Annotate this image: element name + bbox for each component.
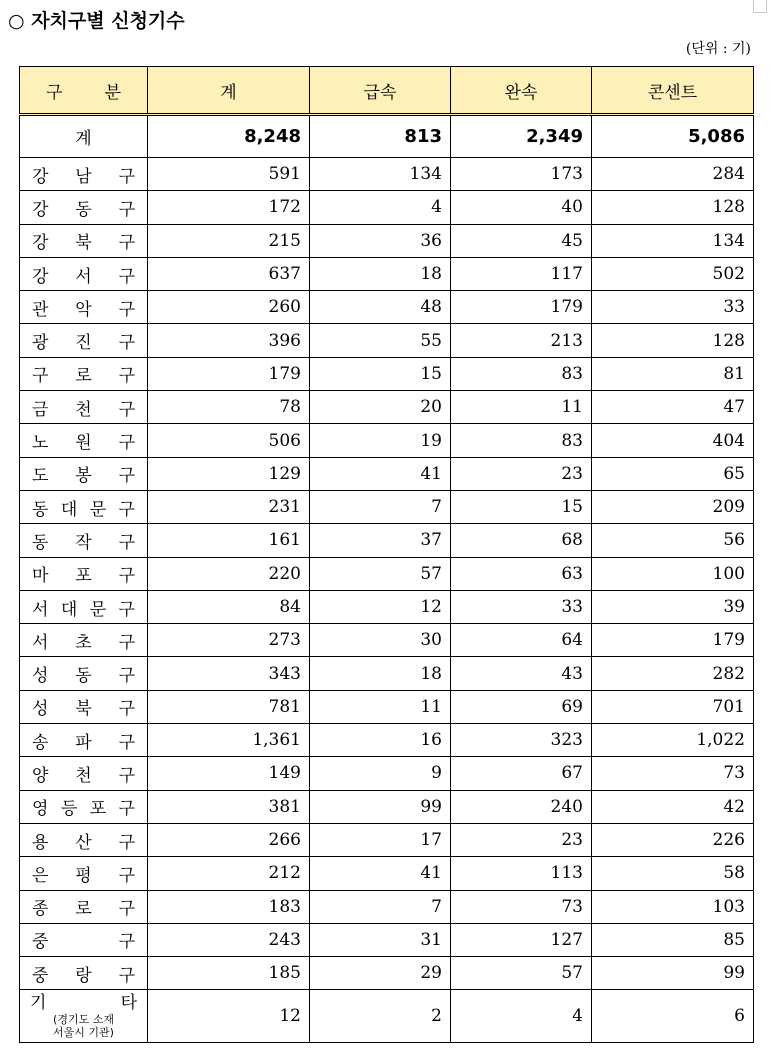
district-char: 구	[118, 599, 135, 620]
cell-value: 12	[148, 990, 310, 1043]
cell-value: 31	[310, 923, 451, 956]
district-label	[20, 923, 148, 956]
cell-value: 637	[148, 257, 310, 290]
cell-value: 48	[310, 291, 451, 324]
district-char: 구	[118, 433, 135, 454]
table-row	[20, 557, 754, 590]
district-char: 마	[32, 566, 49, 587]
district-char: 구	[118, 832, 135, 853]
district-char: 관	[32, 299, 49, 320]
district-char: 서	[75, 266, 92, 287]
header-fast: 급속	[310, 67, 451, 115]
district-char: 동	[32, 499, 49, 520]
district-char: 구	[118, 466, 135, 487]
table-row-other	[20, 990, 754, 1043]
district-label	[20, 690, 148, 723]
cell-value: 23	[451, 823, 592, 856]
header-outlet: 콘센트	[592, 67, 754, 115]
district-char: 구	[118, 865, 135, 886]
cell-value: 323	[451, 724, 592, 757]
district-label	[20, 790, 148, 823]
cell-value: 103	[592, 890, 754, 923]
cell-value: 12	[310, 590, 451, 623]
table-row	[20, 524, 754, 557]
cell-value: 43	[451, 657, 592, 690]
cell-value: 57	[451, 957, 592, 990]
other-note-line1: (경기도 소재	[53, 1012, 114, 1026]
cell-value: 506	[148, 424, 310, 457]
district-char: 구	[118, 333, 135, 354]
cell-value: 15	[310, 357, 451, 390]
district-label	[20, 890, 148, 923]
cell-value: 260	[148, 291, 310, 324]
total-value: 8,248	[148, 115, 310, 158]
district-label	[20, 724, 148, 757]
cell-value: 81	[592, 357, 754, 390]
cell-value: 41	[310, 857, 451, 890]
district-label	[20, 291, 148, 324]
district-char: 동	[75, 199, 92, 220]
district-label	[20, 457, 148, 490]
total-value: 2,349	[451, 115, 592, 158]
cell-value: 215	[148, 224, 310, 257]
district-char: 대	[60, 499, 78, 520]
district-char: 강	[32, 199, 49, 220]
table-row	[20, 757, 754, 790]
table-row	[20, 324, 754, 357]
table-row	[20, 357, 754, 390]
district-label	[20, 391, 148, 424]
district-char: 중	[32, 932, 49, 953]
district-table	[19, 66, 754, 1043]
district-char: 파	[75, 732, 92, 753]
cell-value: 64	[451, 624, 592, 657]
district-char: 강	[32, 233, 49, 254]
cell-value: 128	[592, 191, 754, 224]
cell-value: 1,361	[148, 724, 310, 757]
cell-value: 134	[310, 158, 451, 191]
cell-value: 63	[451, 557, 592, 590]
district-char: 평	[75, 865, 92, 886]
district-label	[20, 257, 148, 290]
cell-value: 33	[592, 291, 754, 324]
district-char: 초	[75, 632, 92, 653]
table-row	[20, 690, 754, 723]
district-char: 도	[32, 466, 49, 487]
header-slow: 완속	[451, 67, 592, 115]
district-char: 구	[118, 899, 135, 920]
cell-value: 78	[148, 391, 310, 424]
district-char: 로	[75, 366, 92, 387]
cell-value: 212	[148, 857, 310, 890]
cell-value: 226	[592, 823, 754, 856]
cell-value: 213	[451, 324, 592, 357]
district-char: 악	[75, 299, 92, 320]
district-char: 포	[89, 799, 107, 820]
cell-value: 11	[310, 690, 451, 723]
cell-value: 183	[148, 890, 310, 923]
district-label	[20, 224, 148, 257]
header-category-char: 분	[104, 82, 121, 103]
district-char: 등	[60, 799, 78, 820]
table-row	[20, 923, 754, 956]
cell-value: 4	[451, 990, 592, 1043]
district-label	[20, 823, 148, 856]
district-char: 구	[118, 399, 135, 420]
cell-value: 20	[310, 391, 451, 424]
cell-value: 284	[592, 158, 754, 191]
cell-value: 55	[310, 324, 451, 357]
district-char: 로	[75, 899, 92, 920]
district-char: 천	[75, 765, 92, 786]
cell-value: 39	[592, 590, 754, 623]
table-row	[20, 857, 754, 890]
district-char: 양	[32, 765, 49, 786]
district-char: 진	[75, 333, 92, 354]
district-char: 구	[118, 233, 135, 254]
cell-value: 117	[451, 257, 592, 290]
district-char: 서	[32, 599, 49, 620]
district-label	[20, 990, 148, 1043]
district-char: 구	[118, 532, 135, 553]
cell-value: 209	[592, 490, 754, 523]
district-char: 광	[32, 333, 49, 354]
cell-value: 240	[451, 790, 592, 823]
other-note-line2: 서울시 기관)	[53, 1025, 114, 1039]
cell-value: 220	[148, 557, 310, 590]
cell-value: 701	[592, 690, 754, 723]
table-row	[20, 424, 754, 457]
district-label	[20, 490, 148, 523]
district-label	[20, 757, 148, 790]
header-total: 계	[148, 67, 310, 115]
table-row	[20, 790, 754, 823]
cell-value: 47	[592, 391, 754, 424]
district-char: 서	[32, 632, 49, 653]
cell-value: 99	[592, 957, 754, 990]
cell-value: 15	[451, 490, 592, 523]
cell-value: 18	[310, 257, 451, 290]
cell-value: 73	[451, 890, 592, 923]
district-label	[20, 324, 148, 357]
district-label	[20, 590, 148, 623]
total-value: 5,086	[592, 115, 754, 158]
cell-value: 57	[310, 557, 451, 590]
cell-value: 9	[310, 757, 451, 790]
cell-value: 69	[451, 690, 592, 723]
district-char: 원	[75, 433, 92, 454]
district-label	[20, 357, 148, 390]
district-char: 구	[118, 299, 135, 320]
page-title: ○ 자치구별 신청기수	[8, 10, 185, 32]
cell-value: 282	[592, 657, 754, 690]
cell-value: 273	[148, 624, 310, 657]
cell-value: 45	[451, 224, 592, 257]
district-char: 영	[32, 799, 49, 820]
cell-value: 100	[592, 557, 754, 590]
header-category-char: 구	[46, 82, 63, 103]
header-row	[20, 67, 754, 115]
cell-value: 33	[451, 590, 592, 623]
district-char: 성	[32, 666, 49, 687]
table-row	[20, 590, 754, 623]
cell-value: 129	[148, 457, 310, 490]
table-row	[20, 657, 754, 690]
district-char: 문	[89, 499, 107, 520]
cell-value: 29	[310, 957, 451, 990]
cell-value: 179	[451, 291, 592, 324]
cell-value: 113	[451, 857, 592, 890]
district-char: 성	[32, 699, 49, 720]
district-char: 문	[89, 599, 107, 620]
district-char: 송	[32, 732, 49, 753]
cell-value: 18	[310, 657, 451, 690]
cell-value: 56	[592, 524, 754, 557]
district-char: 남	[75, 166, 92, 187]
district-char: 구	[32, 366, 49, 387]
cell-value: 23	[451, 457, 592, 490]
cell-value: 41	[310, 457, 451, 490]
district-char: 구	[118, 166, 135, 187]
cell-value: 591	[148, 158, 310, 191]
district-char: 산	[75, 832, 92, 853]
cell-value: 67	[451, 757, 592, 790]
cell-value: 4	[310, 191, 451, 224]
district-char: 구	[118, 366, 135, 387]
total-row	[20, 115, 754, 158]
district-label	[20, 624, 148, 657]
district-char: 북	[75, 233, 92, 254]
district-char: 북	[75, 699, 92, 720]
cell-value: 179	[592, 624, 754, 657]
cell-value: 179	[148, 357, 310, 390]
cell-value: 1,022	[592, 724, 754, 757]
cell-value: 65	[592, 457, 754, 490]
cell-value: 58	[592, 857, 754, 890]
district-label	[20, 657, 148, 690]
cell-value: 16	[310, 724, 451, 757]
cell-value: 502	[592, 257, 754, 290]
district-char: 봉	[75, 466, 92, 487]
district-char: 랑	[75, 965, 92, 986]
table-row	[20, 158, 754, 191]
cell-value: 84	[148, 590, 310, 623]
cell-value: 185	[148, 957, 310, 990]
cell-value: 73	[592, 757, 754, 790]
table-row	[20, 291, 754, 324]
cell-value: 128	[592, 324, 754, 357]
table-row	[20, 490, 754, 523]
district-char: 금	[32, 399, 49, 420]
district-char: 중	[32, 965, 49, 986]
district-label	[20, 557, 148, 590]
cell-value: 30	[310, 624, 451, 657]
district-char: 구	[118, 965, 135, 986]
table-row	[20, 957, 754, 990]
table-row	[20, 724, 754, 757]
cell-value: 6	[592, 990, 754, 1043]
cell-value: 11	[451, 391, 592, 424]
district-label	[20, 957, 148, 990]
district-label	[20, 158, 148, 191]
cell-value: 134	[592, 224, 754, 257]
header-category	[20, 67, 148, 115]
district-char: 구	[118, 266, 135, 287]
district-char: 구	[118, 499, 135, 520]
cell-value: 17	[310, 823, 451, 856]
total-label: 계	[20, 115, 148, 158]
table-row	[20, 823, 754, 856]
district-char: 포	[75, 566, 92, 587]
cell-value: 266	[148, 823, 310, 856]
district-char: 노	[32, 433, 49, 454]
district-char: 대	[60, 599, 78, 620]
district-label	[20, 191, 148, 224]
cell-value: 83	[451, 424, 592, 457]
table-row	[20, 191, 754, 224]
district-char: 천	[75, 399, 92, 420]
district-char: 강	[32, 266, 49, 287]
unit-label: (단위 : 기)	[685, 41, 751, 57]
cell-value: 231	[148, 490, 310, 523]
cell-value: 68	[451, 524, 592, 557]
cell-value: 83	[451, 357, 592, 390]
district-label	[20, 524, 148, 557]
cell-value: 396	[148, 324, 310, 357]
district-char: 구	[118, 799, 135, 820]
cell-value: 127	[451, 923, 592, 956]
district-char: 구	[118, 666, 135, 687]
cell-value: 149	[148, 757, 310, 790]
district-char: 타	[120, 992, 137, 1013]
corner-decoration	[753, 0, 767, 13]
district-char: 구	[118, 566, 135, 587]
district-char: 구	[118, 932, 135, 953]
cell-value: 343	[148, 657, 310, 690]
cell-value: 99	[310, 790, 451, 823]
district-label	[20, 424, 148, 457]
cell-value: 781	[148, 690, 310, 723]
district-char: 동	[75, 666, 92, 687]
district-char: 구	[118, 732, 135, 753]
cell-value: 36	[310, 224, 451, 257]
cell-value: 85	[592, 923, 754, 956]
cell-value: 381	[148, 790, 310, 823]
table-row	[20, 457, 754, 490]
district-char: 기	[30, 992, 47, 1013]
cell-value: 7	[310, 890, 451, 923]
cell-value: 2	[310, 990, 451, 1043]
cell-value: 243	[148, 923, 310, 956]
cell-value: 42	[592, 790, 754, 823]
district-char: 구	[118, 699, 135, 720]
district-char: 동	[32, 532, 49, 553]
cell-value: 161	[148, 524, 310, 557]
district-char: 용	[32, 832, 49, 853]
table-row	[20, 224, 754, 257]
district-char: 강	[32, 166, 49, 187]
cell-value: 7	[310, 490, 451, 523]
district-char: 구	[118, 765, 135, 786]
table-row	[20, 890, 754, 923]
table-row	[20, 391, 754, 424]
table-row	[20, 257, 754, 290]
cell-value: 404	[592, 424, 754, 457]
cell-value: 19	[310, 424, 451, 457]
district-char: 구	[118, 632, 135, 653]
cell-value: 40	[451, 191, 592, 224]
district-char: 종	[32, 899, 49, 920]
district-label	[20, 857, 148, 890]
district-char: 구	[118, 199, 135, 220]
table-row	[20, 624, 754, 657]
district-char: 은	[32, 865, 49, 886]
cell-value: 172	[148, 191, 310, 224]
total-value: 813	[310, 115, 451, 158]
district-char: 작	[75, 532, 92, 553]
cell-value: 37	[310, 524, 451, 557]
cell-value: 173	[451, 158, 592, 191]
